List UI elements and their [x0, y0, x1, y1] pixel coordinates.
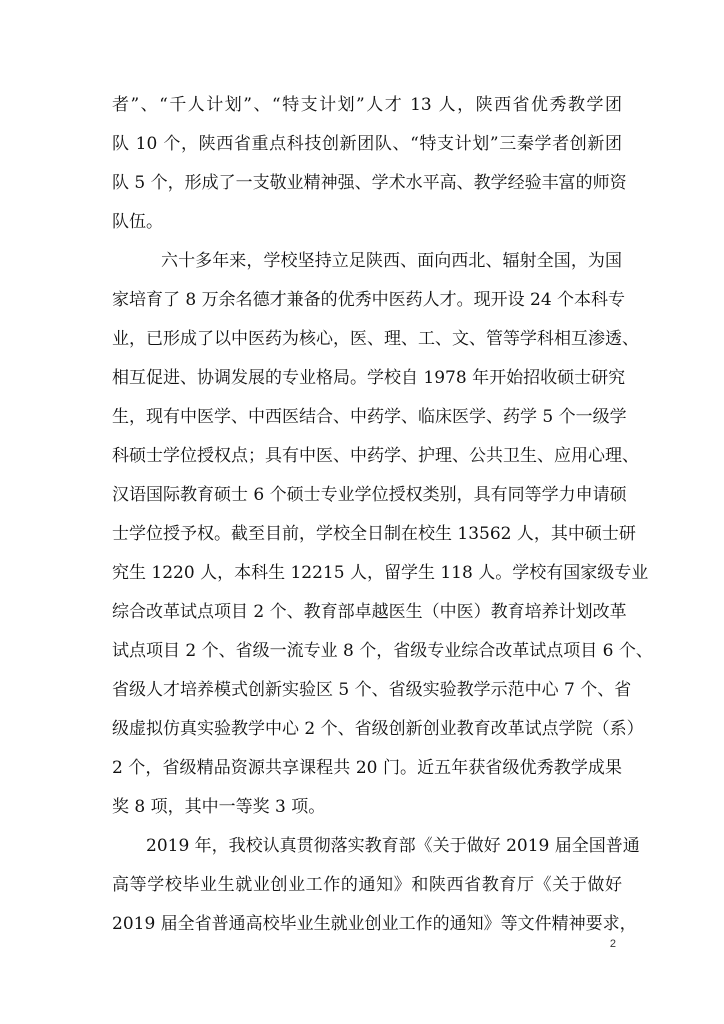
text-line: 业，已形成了以中医药为核心，医、理、工、文、管等学科相互渗透、: [112, 329, 639, 349]
text-line: 队 10 个，陕西省重点科技创新团队、“特支计划”三秦学者创新团: [112, 134, 622, 154]
paragraph-first-line: 六十多年来，学校坚持立足陕西、面向西北、辐射全国，为国: [161, 251, 622, 271]
text-line: 试点项目 2 个、省级一流专业 8 个，省级专业综合改革试点项目 6 个、: [112, 641, 653, 661]
text-line: 2019 届全省普通高校毕业生就业创业工作的通知》等文件精神要求，: [112, 914, 637, 934]
text-line: 家培育了 8 万余名德才兼备的优秀中医药人才。现开设 24 个本科专: [112, 290, 626, 310]
text-line: 奖 8 项，其中一等奖 3 项。: [112, 797, 326, 817]
text-line: 省级人才培养模式创新实验区 5 个、省级实验教学示范中心 7 个、省: [112, 680, 632, 700]
text-line: 级虚拟仿真实验教学中心 2 个、省级创新创业教育改革试点学院（系）: [112, 719, 644, 739]
text-line: 队 5 个，形成了一支敬业精神强、学术水平高、教学经验丰富的师资: [112, 173, 627, 193]
text-line: 士学位授予权。截至目前，学校全日制在校生 13562 人，其中硕士研: [112, 524, 636, 544]
text-line: 高等学校毕业生就业创业工作的通知》和陕西省教育厅《关于做好: [112, 875, 622, 895]
text-line: 队伍。: [112, 212, 163, 232]
text-line: 者”、“千人计划”、“特支计划”人才 13 人，陕西省优秀教学团: [112, 95, 622, 115]
text-line: 综合改革试点项目 2 个、教育部卓越医生（中医）教育培养计划改革: [112, 602, 627, 622]
page-number: 2: [609, 938, 616, 950]
paragraph-first-line: 2019 年，我校认真贯彻落实教育部《关于做好 2019 届全国普通: [146, 836, 640, 856]
text-line: 生，现有中医学、中西医结合、中药学、临床医学、药学 5 个一级学: [112, 407, 627, 427]
text-line: 究生 1220 人，本科生 12215 人，留学生 118 人。学校有国家级专业: [112, 563, 649, 583]
text-line: 2 个，省级精品资源共享课程共 20 门。近五年获省级优秀教学成果: [112, 758, 622, 778]
text-line: 科硕士学位授权点；具有中医、中药学、护理、公共卫生、应用心理、: [112, 446, 639, 466]
text-line: 相互促进、协调发展的专业格局。学校自 1978 年开始招收硕士研究: [112, 368, 626, 388]
text-line: 汉语国际教育硕士 6 个硕士专业学位授权类别，具有同等学力申请硕: [112, 485, 627, 505]
